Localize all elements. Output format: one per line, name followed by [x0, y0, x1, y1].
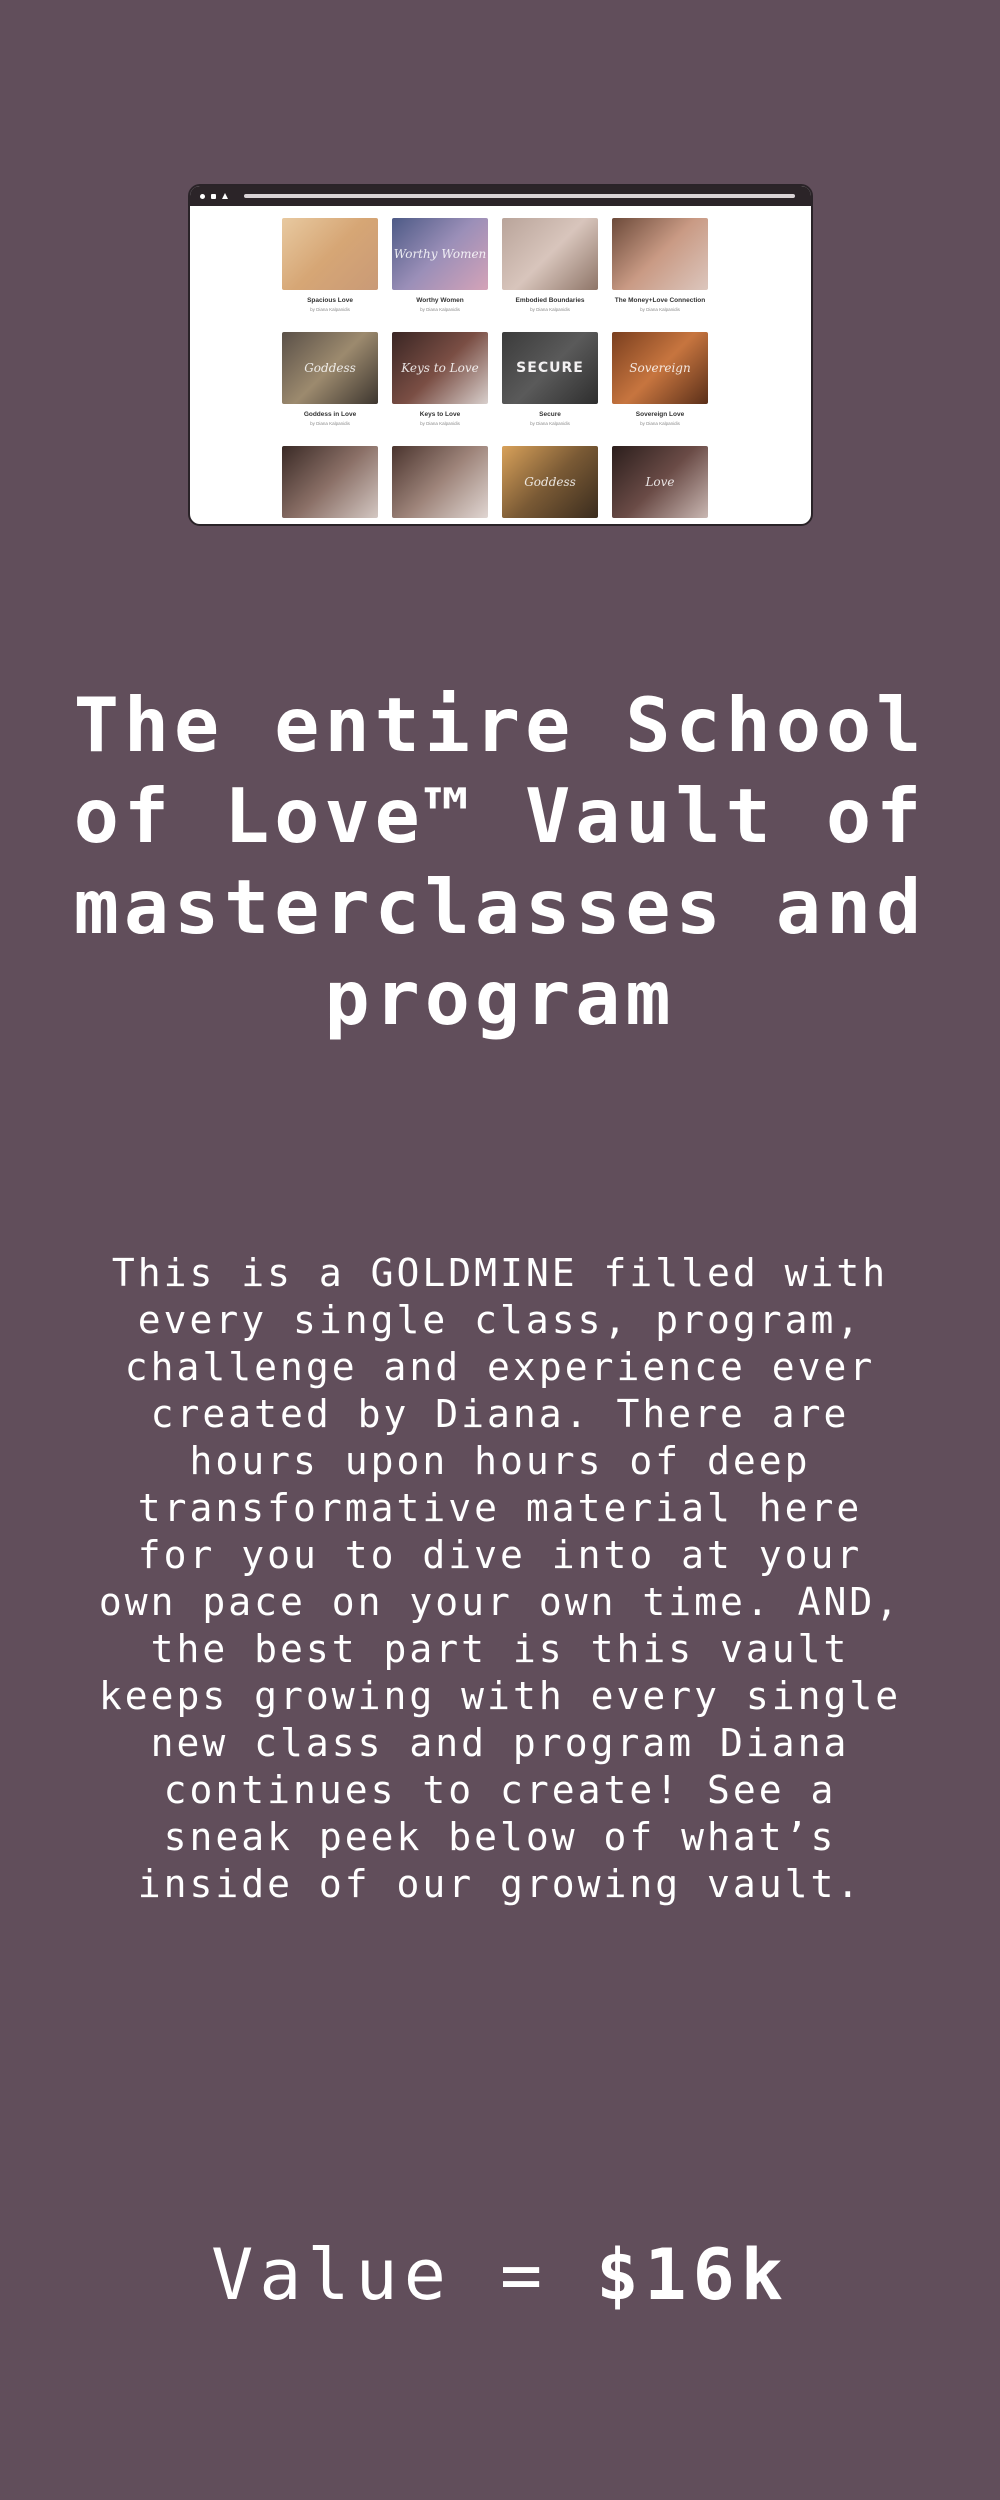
course-thumbnail[interactable] — [502, 218, 598, 290]
course-thumbnail[interactable] — [282, 446, 378, 518]
course-title[interactable]: Spacious Love — [307, 297, 353, 304]
thumbnail-caption: Love — [645, 475, 675, 489]
course-card[interactable] — [502, 332, 598, 446]
course-title[interactable]: Embodied Boundaries — [515, 297, 585, 304]
course-card[interactable] — [282, 446, 378, 526]
page-heading: The entire School of Love™ Vault of masterclasses and program — [73, 681, 927, 1042]
course-title[interactable]: The Money+Love Connection — [614, 297, 706, 304]
course-thumbnail[interactable] — [392, 332, 488, 404]
course-thumbnail[interactable] — [392, 446, 488, 518]
course-thumbnail[interactable] — [612, 218, 708, 290]
value-amount: $16k — [596, 2234, 789, 2316]
course-thumbnail[interactable] — [392, 218, 488, 290]
course-card[interactable] — [502, 218, 598, 332]
course-thumbnail[interactable] — [282, 332, 378, 404]
course-title[interactable]: Sovereign Love — [635, 411, 685, 418]
course-card[interactable] — [392, 446, 488, 526]
course-card[interactable] — [282, 332, 378, 446]
course-title[interactable]: Goddess in Love — [303, 411, 357, 418]
course-grid — [282, 218, 708, 526]
course-author: by Diana Kalpanidis — [530, 421, 570, 426]
course-title[interactable]: Secure — [539, 411, 561, 418]
course-author: by Diana Kalpanidis — [420, 421, 460, 426]
thumbnail-caption: Worthy Women — [393, 247, 487, 261]
course-card[interactable] — [612, 218, 708, 332]
course-title[interactable]: Keys to Love — [419, 411, 461, 418]
course-card[interactable] — [392, 218, 488, 332]
vault-description: This is a GOLDMINE filled with every single class, program, challenge and experience ever created by Diana. There are hours upon hours of deep transformative material here for you to dive into at your own pace on your own time. AND, the best part is this vault keeps growing with every single new class and program Diana continues to create! See a sneak peek below of what’s inside of our growing vault. — [98, 1251, 902, 1906]
course-title[interactable]: Worthy Women — [416, 297, 464, 304]
course-author: by Diana Kalpanidis — [640, 421, 680, 426]
course-thumbnail[interactable] — [502, 446, 598, 518]
circle-icon — [200, 194, 205, 199]
course-author: by Diana Kalpanidis — [640, 307, 680, 312]
course-thumbnail[interactable] — [502, 332, 598, 404]
thumbnail-caption: Keys to Love — [401, 361, 479, 375]
thumbnail-caption: SECURE — [516, 360, 584, 376]
course-thumbnail[interactable] — [612, 332, 708, 404]
thumbnail-caption: Goddess — [524, 475, 576, 489]
address-bar — [244, 194, 795, 198]
value-statement — [0, 2230, 1000, 2320]
triangle-icon — [222, 193, 228, 199]
course-author: by Diana Kalpanidis — [420, 307, 460, 312]
course-card[interactable] — [612, 446, 708, 526]
thumbnail-caption: Sovereign — [629, 361, 691, 375]
course-card[interactable] — [282, 218, 378, 332]
square-icon — [211, 194, 216, 199]
thumbnail-caption: Goddess — [304, 361, 356, 375]
vault-preview-mockup — [188, 184, 813, 526]
course-card[interactable] — [392, 332, 488, 446]
course-card[interactable] — [612, 332, 708, 446]
course-thumbnail[interactable] — [612, 446, 708, 518]
course-author: by Diana Kalpanidis — [530, 307, 570, 312]
course-author: by Diana Kalpanidis — [310, 307, 350, 312]
browser-toolbar — [190, 186, 811, 206]
course-thumbnail[interactable] — [282, 218, 378, 290]
course-card[interactable] — [502, 446, 598, 526]
value-label: Value = — [211, 2234, 597, 2316]
course-author: by Diana Kalpanidis — [310, 421, 350, 426]
